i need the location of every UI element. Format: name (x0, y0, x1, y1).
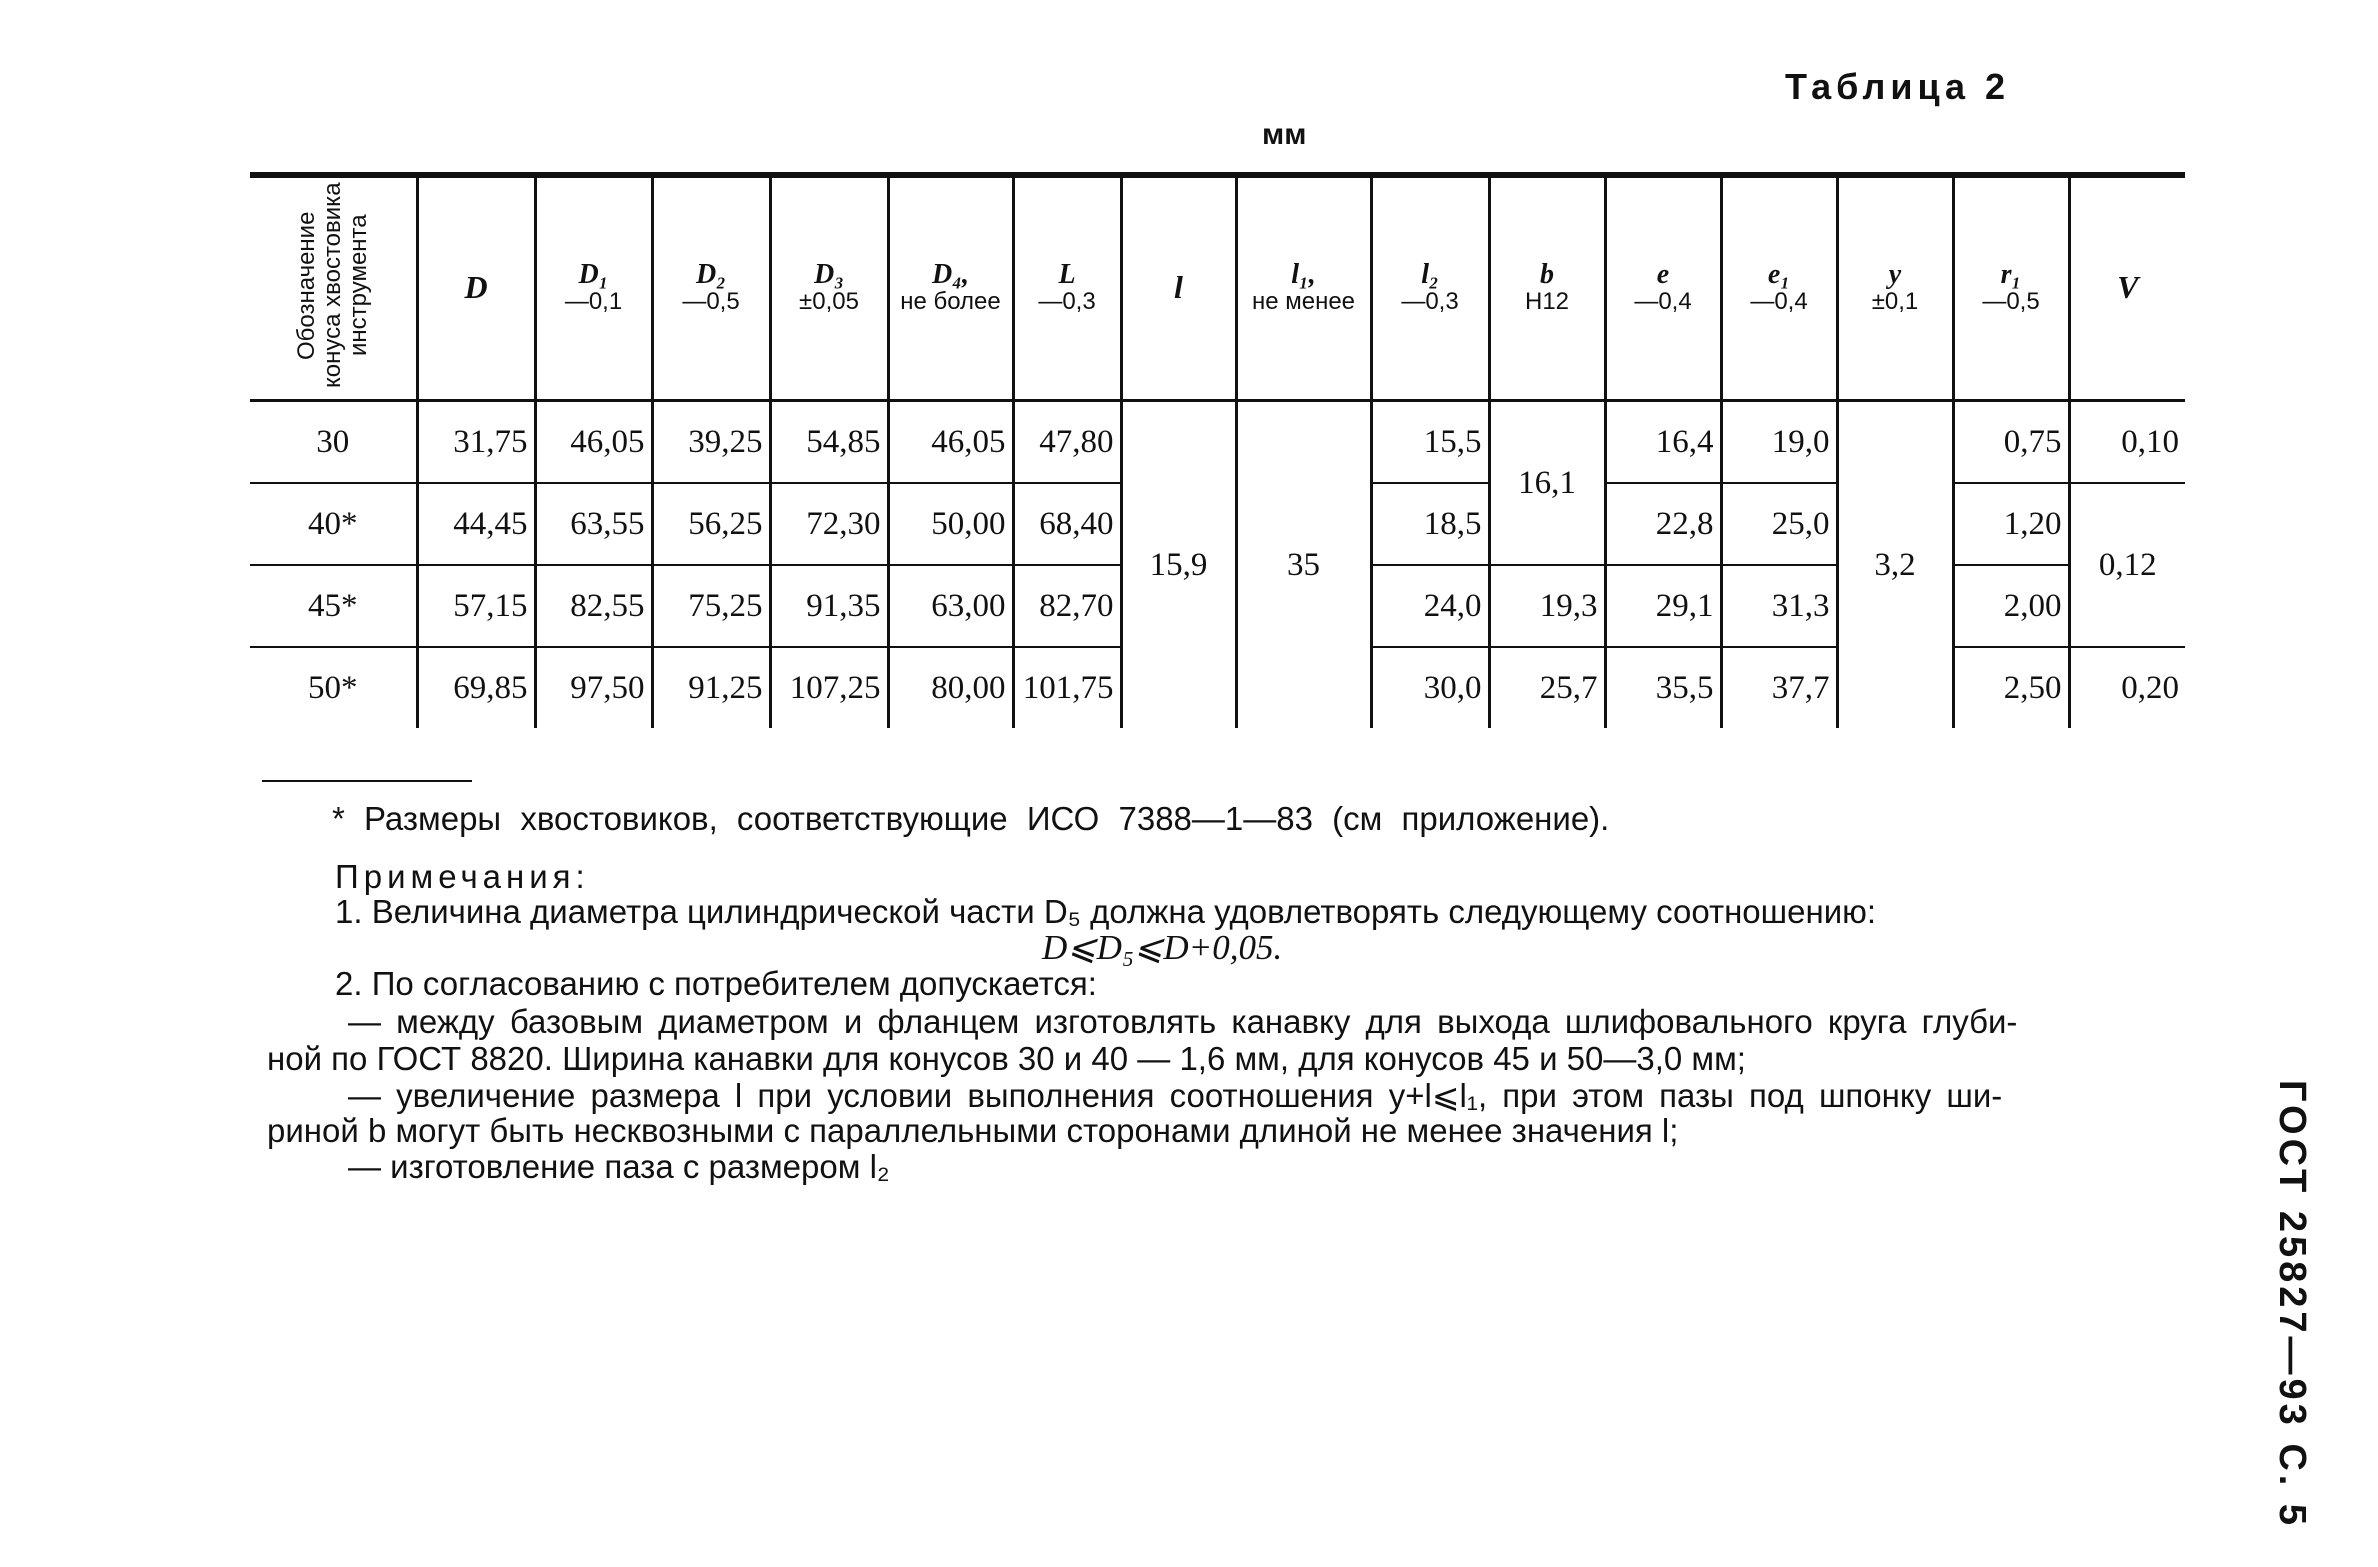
cell-L: 82,70 (1013, 565, 1121, 647)
cell-r1: 1,20 (1953, 483, 2069, 565)
cell-L: 101,75 (1013, 647, 1121, 728)
cell-V: 0,10 (2069, 401, 2185, 484)
cell-e: 29,1 (1605, 565, 1721, 647)
cell-e: 35,5 (1605, 647, 1721, 728)
cell-l2: 18,5 (1371, 483, 1489, 565)
cell-D3: 91,35 (770, 565, 888, 647)
cell-D1: 46,05 (535, 401, 652, 484)
cell-e: 22,8 (1605, 483, 1721, 565)
cell-b: 25,7 (1489, 647, 1605, 728)
cell-D3: 72,30 (770, 483, 888, 565)
header-D3: D₃ ±0,05 (770, 175, 888, 401)
header-row (250, 175, 2185, 401)
note-1: 1. Величина диаметра цилиндрической части D₅ должна удовлетворять следующему соотношению: (335, 893, 1877, 930)
cell-l1-merged: 35 (1236, 401, 1371, 729)
footnote: * Размеры хвостовиков, соответствующие ИСО 7388—1—83 (см приложение). (332, 800, 1610, 837)
cell-e1: 25,0 (1721, 483, 1837, 565)
cell-e: 16,4 (1605, 401, 1721, 484)
header-D2: D₂ —0,5 (652, 175, 770, 401)
header-D1: D₁ —0,1 (535, 175, 652, 401)
cell-D1: 97,50 (535, 647, 652, 728)
cell-D: 31,75 (417, 401, 535, 484)
cell-V: 0,20 (2069, 647, 2185, 728)
cell-D3: 107,25 (770, 647, 888, 728)
note-2: 2. По согласованию с потребителем допускается: (335, 965, 1097, 1002)
cell-D3: 54,85 (770, 401, 888, 484)
cell-D4: 46,05 (888, 401, 1013, 484)
cell-D2: 56,25 (652, 483, 770, 565)
cell-D2: 91,25 (652, 647, 770, 728)
header-r1: r₁ —0,5 (1953, 175, 2069, 401)
notes-title: Примечания: (335, 858, 590, 895)
running-header: ГОСТ 25827—93 С. 5 (2271, 1080, 2313, 1530)
cell-r1: 2,50 (1953, 647, 2069, 728)
cell-l2: 24,0 (1371, 565, 1489, 647)
cell-D: 44,45 (417, 483, 535, 565)
note-2-item-b-line-1: — увеличение размера l при условии выполнения соотношения y+l⩽l₁, при этом пазы под шпонку ши- (348, 1077, 2003, 1114)
note-2-item-c: — изготовление паза с размером l₂ (348, 1148, 890, 1185)
footnote-divider (262, 780, 472, 782)
header-L: L —0,3 (1013, 175, 1121, 401)
cell-L: 47,80 (1013, 401, 1121, 484)
note-2-item-a-line-1: — между базовым диаметром и фланцем изготовлять канавку для выхода шлифовального круга глуби- (348, 1003, 2018, 1040)
cell-y-merged: 3,2 (1837, 401, 1953, 729)
table-title: Таблица 2 (1785, 66, 2011, 107)
cell-D: 57,15 (417, 565, 535, 647)
cell-L: 68,40 (1013, 483, 1121, 565)
cell-e1: 31,3 (1721, 565, 1837, 647)
note-2-item-b-line-2: риной b могут быть несквозными с параллельными сторонами длиной не менее значения l; (267, 1112, 1679, 1149)
cell-V-merged: 0,12 (2069, 483, 2185, 647)
cell-e1: 37,7 (1721, 647, 1837, 728)
cell-D1: 82,55 (535, 565, 652, 647)
cell-cone: 45* (250, 565, 417, 647)
header-b: b H12 (1489, 175, 1605, 401)
cell-cone: 30 (250, 401, 417, 484)
cell-b-merged: 16,1 (1489, 401, 1605, 566)
cell-D4: 50,00 (888, 483, 1013, 565)
cell-D2: 39,25 (652, 401, 770, 484)
cell-l2: 15,5 (1371, 401, 1489, 484)
header-designation: Обозначение конуса хвостовика инструмента (250, 175, 417, 401)
header-e: e —0,4 (1605, 175, 1721, 401)
header-l: l (1121, 175, 1236, 401)
cell-e1: 19,0 (1721, 401, 1837, 484)
cell-D1: 63,55 (535, 483, 652, 565)
cell-b: 19,3 (1489, 565, 1605, 647)
cell-D4: 80,00 (888, 647, 1013, 728)
header-D4: D₄, не более (888, 175, 1013, 401)
header-D: D (417, 175, 535, 401)
units-label: мм (1262, 118, 1307, 151)
note-2-item-a-line-2: ной по ГОСТ 8820. Ширина канавки для конусов 30 и 40 — 1,6 мм, для конусов 45 и 50—3,0 мм; (267, 1040, 1746, 1077)
cell-r1: 0,75 (1953, 401, 2069, 484)
header-l2: l₂ —0,3 (1371, 175, 1489, 401)
cell-D4: 63,00 (888, 565, 1013, 647)
header-e1: e₁ —0,4 (1721, 175, 1837, 401)
table-row (250, 401, 2185, 484)
cell-l-merged: 15,9 (1121, 401, 1236, 729)
cell-l2: 30,0 (1371, 647, 1489, 728)
header-y: y ±0,1 (1837, 175, 1953, 401)
cell-D2: 75,25 (652, 565, 770, 647)
cell-cone: 40* (250, 483, 417, 565)
dimensions-table (250, 172, 2185, 728)
header-V: V (2069, 175, 2185, 401)
header-l1: l₁, не менее (1236, 175, 1371, 401)
cell-cone: 50* (308, 669, 358, 706)
cell-D: 69,85 (417, 647, 535, 728)
formula: D⩽D₅⩽D+0,05. (1042, 928, 1283, 967)
cell-r1: 2,00 (1953, 565, 2069, 647)
